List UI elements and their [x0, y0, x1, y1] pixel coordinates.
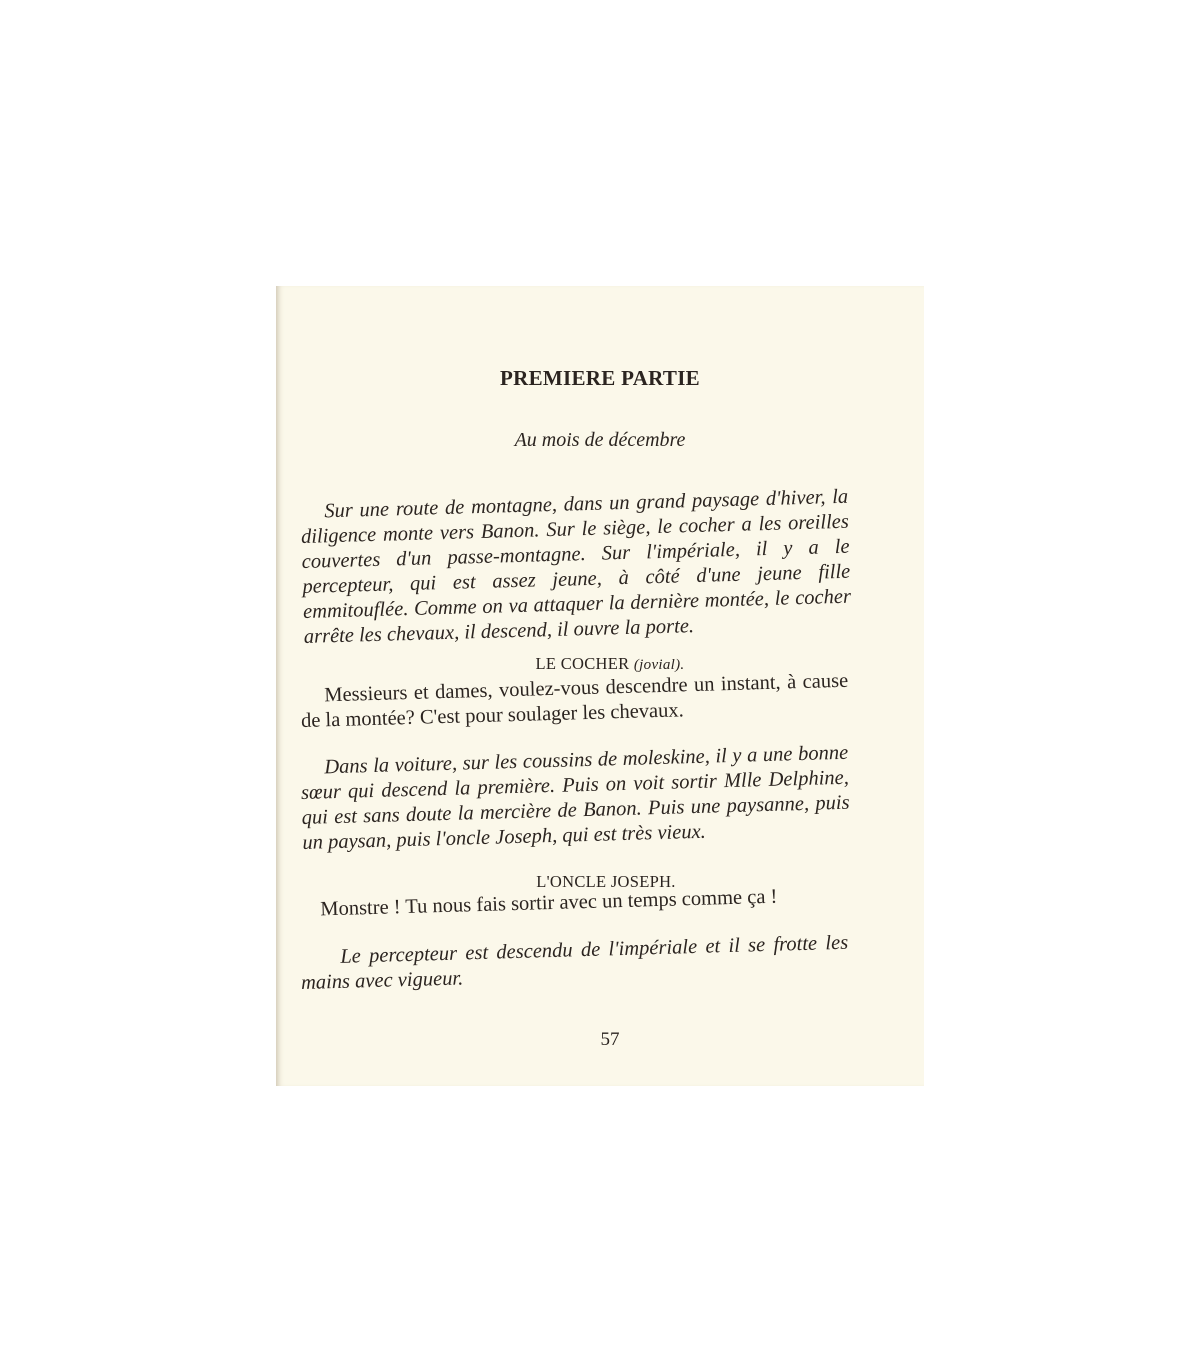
stage-direction-1: Sur une route de montagne, dans un grand paysage d'hiver, la diligence monte vers Banon. Sur le siège, le cocher a les oreilles couvertes d'un passe-montagne. Sur l'impériale, il y a le percepteur, qui est assez jeune, à côté d'une jeune fille emmitouflée. Comme on va attaquer la dernière montée, le cocher arrête les chevaux, il descend, il ouvre la porte. [300, 485, 852, 648]
dialogue-line-1: Messieurs et dames, voulez-vous descendre un instant, à cause de la montée? C'est pour soulager les chevaux. [300, 669, 849, 732]
dialogue-line-2: Monstre ! Tu nous fais sortir avec un temps comme ça ! [320, 885, 778, 921]
page-number: 57 [600, 1029, 620, 1050]
page-title: PREMIERE PARTIE [500, 366, 700, 390]
book-page [276, 286, 924, 1086]
stage-direction-2: Dans la voiture, sur les coussins de moleskine, il y a une bonne sœur qui descend la première. Puis on voit sortir Mlle Delphine, qui est sans doute la mercière de Banon. Puis une paysanne, puis un paysan, puis l'oncle Joseph, qui est très vieux. [300, 741, 850, 854]
scene-subtitle: Au mois de décembre [514, 429, 686, 451]
speaker-oncle-joseph: L'ONCLE JOSEPH. [536, 872, 676, 891]
speaker-name: LE COCHER [535, 654, 630, 673]
speaker-direction: (jovial). [633, 657, 685, 673]
stage-direction-3: Le percepteur est descendu de l'impériale et il se frotte les mains avec vigueur. [300, 931, 849, 994]
